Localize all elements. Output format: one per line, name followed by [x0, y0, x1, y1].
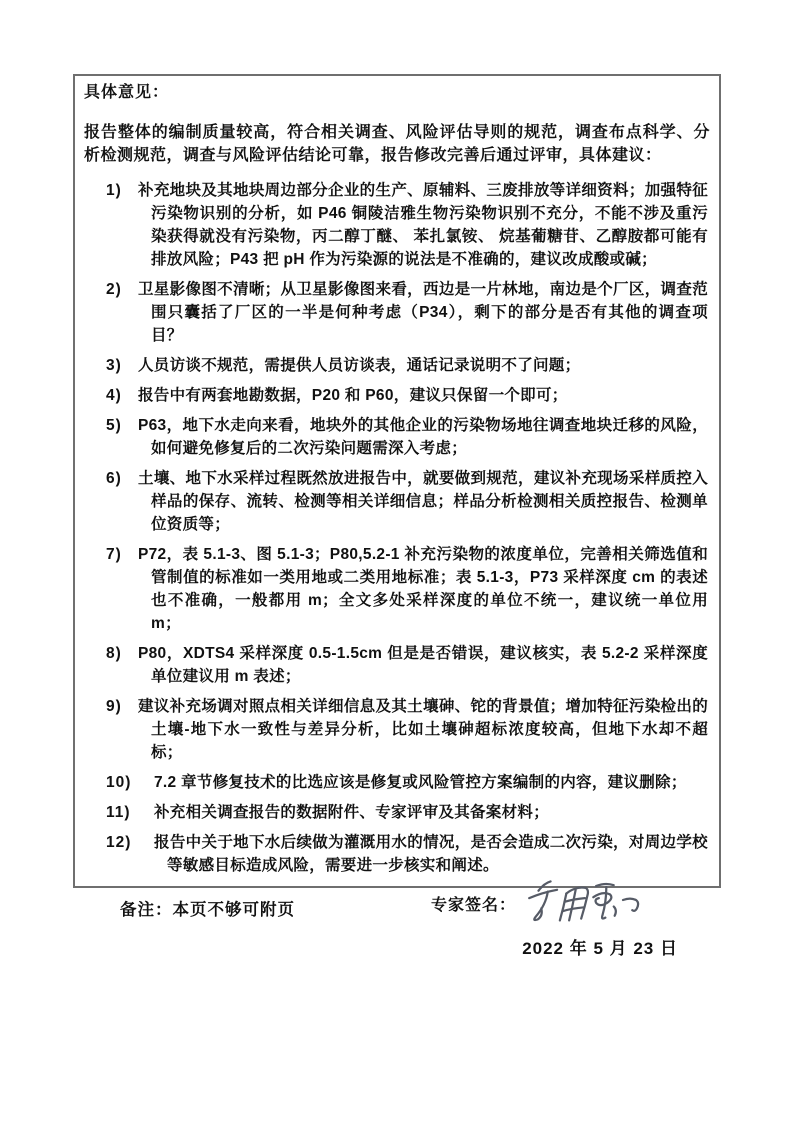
item-number: 4): [106, 387, 122, 404]
item-text: P72，表 5.1-3、图 5.1-3；P80,5.2-1 补充污染物的浓度单位，完善相关筛选值和管制值的标准如一类用地或二类用地标准；表 5.1-3，P73 采样深度 cm 的表述也不准确，一般都用 m；全文多处采样深度的单位不统一，建议统一单位用 m；: [138, 546, 708, 632]
section-title: 具体意见：: [84, 84, 170, 101]
item-number: 5): [106, 417, 122, 434]
item-text: 补充相关调查报告的数据附件、专家评审及其备案材料；: [154, 804, 550, 821]
item-text: 报告中关于地下水后续做为灌溉用水的情况，是否会造成二次污染，对周边学校等敏感目标造成风险，需要进一步核实和阐述。: [154, 834, 708, 874]
date-line: 2022 年 5 月 23 日: [522, 939, 678, 958]
item-text: P80，XDTS4 采样深度 0.5-1.5cm 但是是否错误，建议核实，表 5.2-2 采样深度单位建议用 m 表述；: [138, 645, 708, 685]
signature-label: 专家签名：: [430, 896, 516, 914]
item-text: 报告中有两套地勘数据，P20 和 P60，建议只保留一个即可；: [138, 387, 568, 404]
list-item: [106, 801, 708, 824]
list-item: [106, 354, 708, 377]
item-number: 6): [106, 470, 122, 487]
intro-paragraph: 报告整体的编制质量较高，符合相关调查、风险评估导则的规范，调查布点科学、分析检测规范，调查与风险评估结论可靠，报告修改完善后通过评审，具体建议：: [84, 124, 710, 164]
item-text: 补充地块及其地块周边部分企业的生产、原辅料、三废排放等详细资料；加强特征污染物识别的分析，如 P46 铜陵洁雅生物污染物识别不充分，不能不涉及重污染获得就没有污染物，丙二醇丁醚、 苯扎氯铵、 烷基葡糖苷、乙醇胺都可能有排放风险；P43 把 pH 作为污染源的说法是不准确的，建议改成酸或碱；: [138, 182, 708, 268]
footer-note: 备注：本页不够可附页: [120, 901, 295, 919]
item-number: 12): [106, 834, 132, 851]
list-item: [106, 278, 708, 347]
list-item: [106, 384, 708, 407]
item-number: 3): [106, 357, 122, 374]
list-item: [106, 179, 708, 271]
list-item: [106, 771, 708, 794]
item-number: 8): [106, 645, 122, 662]
list-item: [106, 414, 708, 460]
item-number: 1): [106, 182, 122, 199]
item-text: 土壤、地下水采样过程既然放进报告中，就要做到规范，建议补充现场采样质控入样品的保存、流转、检测等相关详细信息；样品分析检测相关质控报告、检测单位资质等；: [138, 470, 708, 533]
item-number: 9): [106, 698, 122, 715]
item-number: 7): [106, 546, 122, 563]
item-number: 11): [106, 804, 131, 821]
item-number: 10): [106, 774, 132, 791]
list-item: [106, 642, 708, 688]
opinion-list: [84, 179, 710, 877]
item-text: 建议补充场调对照点相关详细信息及其土壤砷、铊的背景值；增加特征污染检出的土壤-地下水一致性与差异分析，比如土壤砷超标浓度较高，但地下水却不超标；: [138, 698, 708, 761]
list-item: [106, 467, 708, 536]
list-item: [106, 543, 708, 635]
item-text: 7.2 章节修复技术的比选应该是修复或风险管控方案编制的内容，建议删除；: [154, 774, 687, 791]
item-text: P63，地下水走向来看，地块外的其他企业的污染物场地往调查地块迁移的风险，如何避免修复后的二次污染问题需深入考虑；: [138, 417, 708, 457]
list-item: [106, 695, 708, 764]
item-text: 人员访谈不规范，需提供人员访谈表，通话记录说明不了问题；: [138, 357, 581, 374]
item-text: 卫星影像图不清晰；从卫星影像图来看，西边是一片林地，南边是个厂区，调查范围只囊括了厂区的一半是何种考虑（P34），剩下的部分是否有其他的调查项目？: [138, 281, 708, 344]
list-item: [106, 831, 708, 877]
handwritten-signature: [520, 874, 648, 926]
item-number: 2): [106, 281, 122, 298]
